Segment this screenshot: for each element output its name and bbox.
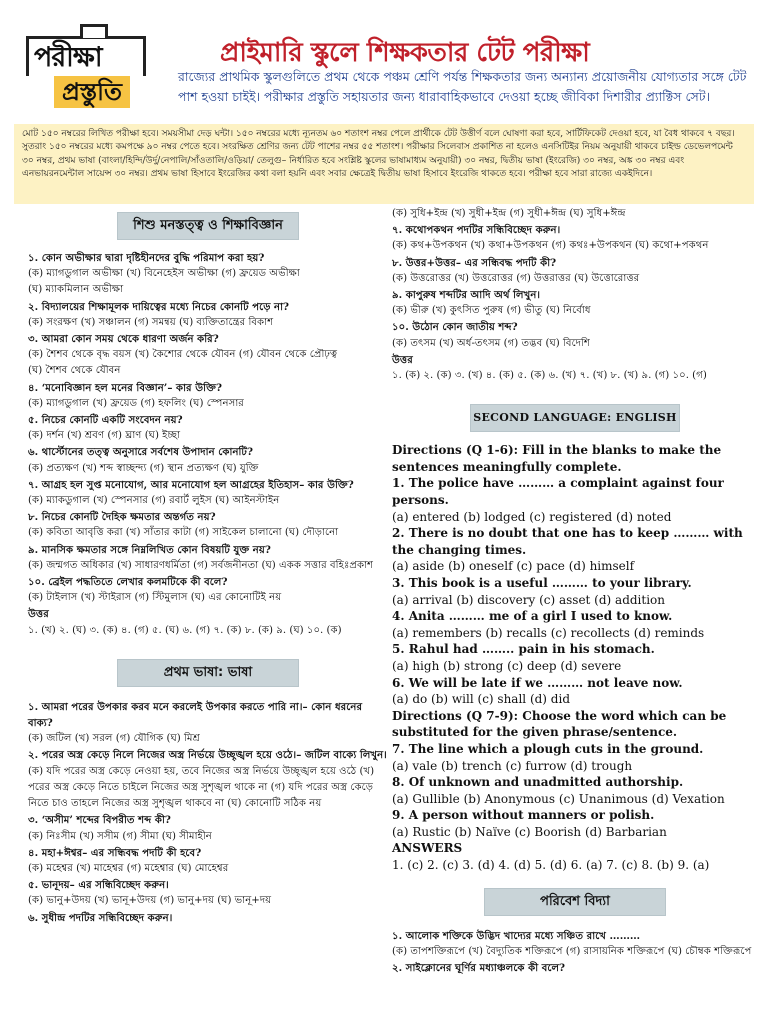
option-text: (a) arrival (b) discovery (c) asset (d) addition (392, 592, 666, 607)
question-text: 7. The line which a plough cuts in the ground. (392, 741, 704, 756)
question-text: 1. The police have ……… a complaint against four persons. (392, 476, 724, 508)
question-text: ৩. ‘অসীম’ শব্দের বিপরীত শব্দ কী? (28, 814, 171, 827)
environment-questions (392, 928, 758, 977)
question-text: ৩. আমরা কোন সময় থেকে ধারণা অর্জন করি? (28, 333, 219, 346)
option-text: (ঘ) ম্যাকমিলান অভীক্ষা (28, 284, 124, 296)
option-text: (ক) শৈশব থেকে বৃদ্ধ বয়স (খ) কৈশোর থেকে যৌবন (গ) যৌবন থেকে প্রৌঢ়ত্ব (28, 349, 338, 361)
first-language-questions (28, 699, 388, 926)
question-text: 6. We will be late if we ……… not leave now. (392, 675, 683, 690)
option-text: (ক) মহেশ্বর (খ) মাহেশ্বর (গ) মহেশ্বার (ঘ) মোহেশ্বর (28, 862, 229, 874)
directions-text: Directions (Q 1-6): Fill in the blanks to make the sentences meaningfully complete. (392, 443, 722, 474)
option-text: (ক) দর্শন (খ) শ্রবণ (গ) ঘ্রাণ (ঘ) ইচ্ছা (28, 430, 181, 442)
question-text: ৭. আগ্রহ হল সুপ্ত মনোযোগ, আর মনোযোগ হল আগ্রহের ইতিহাস– কার উক্তি? (28, 478, 354, 491)
pariksha-prastuti-logo (26, 36, 146, 114)
question-text: ৫. ভানূদয়– এর সন্ধিবিচ্ছেদ করুন। (28, 879, 169, 892)
section-heading-english: SECOND LANGUAGE: ENGLISH (470, 404, 680, 432)
left-column (28, 208, 388, 926)
option-text: (a) Gullible (b) Anonymous (c) Unanimous (d) Vexation (392, 791, 725, 806)
option-text: (ক) উত্তরোত্তর (খ) উত্তরোত্তর (গ) উত্তরাত্তর (ঘ) উত্তোরোত্তর (392, 272, 640, 284)
option-text: (ক) কবিতা আবৃত্তি করা (খ) সাঁতার কাটা (গ) সাইকেল চালানো (ঘ) দৌড়ানো (28, 527, 339, 539)
question-text: ৬. সুধীন্দ্র পদটির সন্ধিবিচ্ছেদ করুন। (28, 911, 173, 924)
question-text: ১. আলোক শক্তিকে উদ্ভিদ খাদ্যের মধ্যে সঞ্চিত রাখে ……… (392, 929, 641, 942)
right-column (392, 206, 758, 976)
option-text: (ক) প্রত্যক্ষণ (খ) শব্দ স্বাচ্ছন্দ্য (গ) স্থান প্রত্যক্ষণ (ঘ) যুক্তি (28, 462, 259, 474)
option-text: (ক) জন্মগত অধিকার (খ) সাধারণধর্মিতা (গ) সর্বজনীনতা (ঘ) একক সত্তার বহিঃপ্রকাশ (28, 559, 374, 571)
question-text: ৮. উত্তর+উত্তর– এর সন্ধিবদ্ধ পদটি কী? (392, 256, 557, 269)
option-text: (ক) টাইলাস (খ) স্টাইরাস (গ) স্টিমুলাস (ঘ) এর কোনোটিই নয় (28, 592, 282, 604)
question-text: ২. পরের অস্ত্র কেড়ে নিলে নিজের অস্ত্র নির্ভয়ে উচ্ছৃঙ্খল হয়ে ওঠে।– জটিল বাক্যে লিখুন। (28, 749, 387, 762)
option-text: (ক) সংরক্ষণ (খ) সঞ্চালন (গ) সমন্বয় (ঘ) ব্যক্তিতান্ত্রের বিকাশ (28, 316, 274, 328)
logo-text-bottom: প্রস্তুতি (54, 76, 130, 108)
question-text: 4. Anita ……… me of a girl I used to know. (392, 609, 673, 624)
first-language-questions-continued (392, 206, 758, 384)
question-text: ৫. নিচের কোনটি একটি সংবেদন নয়? (28, 414, 183, 427)
question-text: ৯. কাপুরুষ শব্দটির আদি অর্থ লিখুন। (392, 289, 541, 302)
answers-heading: উত্তর (28, 608, 49, 621)
option-text: (a) vale (b) trench (c) furrow (d) trough (392, 758, 633, 773)
question-text: ২. সাইক্লোনের ঘূর্ণির মধ্যাঞ্চলকে কী বলে? (392, 962, 566, 975)
option-text: (ক) ম্যাকডুগাল (খ) স্পেনসার (গ) রবার্ট লুইস (ঘ) আইনস্টাইন (28, 495, 280, 507)
question-text: ১০. ব্রেইল পদ্ধতিতে লেখার কলমটিকে কী বলে? (28, 576, 228, 589)
child-psychology-questions (28, 250, 388, 639)
option-text: (ক) ম্যাগডুগাল (খ) ফ্রয়েড (গ) হফলিং (ঘ) স্পেনসার (28, 397, 244, 409)
option-text: ১. (ক) ২. (ক) ৩. (খ) ৪. (ক) ৫. (ক) ৬. (খ) ৭. (খ) ৮. (খ) ৯. (গ) ১০. (গ) (392, 370, 707, 382)
logo-roof (80, 24, 108, 38)
exam-info-box: মোট ১৫০ নম্বরের লিখিত পরীক্ষা হবে। সময়সীমা দেড় ঘন্টা। ১৫০ নম্বরের মধ্যে ন্যূনতম ৬০ শতাংশ নম্বর পেলে প্রার্থীকে টেট উত্তীর্ণ বলে ঘোষণা করা হবে, সার্টিফিকেট দেওয়া হবে, যা বৈধ থাকবে ৭ বছর। সুতরাং ১৫০ নম্বরের মধ্যে কমপক্ষে ৯০ নম্বর পেতে হবে। সংরক্ষিত শ্রেণির জন্য টেট পাশের নম্বর ৫৫ শতাংশ। পরীক্ষার সিলেবাস প্রকাশিত না হলেও এনসিটিইর নিয়ম অনুযায়ী থাকবে চাইল্ড ডেভেলপমেন্ট ৩০ নম্বর, প্রথম ভাষা (বাংলা/হিন্দি/উর্দু/নেপালি/সাঁওতালি/ওড়িয়া/ তেলুগু– নির্ধারিত হবে সংশ্লিষ্ট স্কুলের ভাষামাধ্যম অনুযায়ী) ৩০ নম্বর, দ্বিতীয় ভাষা (ইংরেজি) ৩০ নম্বর, অঙ্ক ৩০ নম্বর এবং এনভায়রনমেন্টাল সায়েন্স ৩০ নম্বর। প্রথম ভাষা হিসাবে ইংরেজির কথা বলা হয়নি এবং সবার ক্ষেত্রেই দ্বিতীয় ভাষা হিসাবে ইংরেজি থাকতে হবে। পরীক্ষা হবে সারা রাজ্যে একইদিনে। (14, 124, 754, 204)
logo-text-top: পরীক্ষা (34, 42, 102, 73)
option-text: (ক) তাপশক্তিরূপে (খ) বৈদ্যুতিক শক্তিরূপে (গ) রাসায়নিক শক্তিরূপে (ঘ) চৌম্বক শক্তিরূপে (392, 945, 752, 957)
question-text: ৯. মানসিক ক্ষমতার সঙ্গে নিম্নলিখিত কোন বিষয়টি যুক্ত নয়? (28, 543, 271, 556)
section-heading-first-language: প্রথম ভাষা: ভাষা (117, 659, 299, 687)
option-text: (a) remembers (b) recalls (c) recollects (d) reminds (392, 625, 705, 640)
english-questions (392, 442, 758, 873)
question-text: 8. Of unknown and unadmitted authorship. (392, 775, 684, 790)
question-text: ২. বিদ্যালয়ের শিক্ষামূলক দায়িত্বের মধ্যে নিচের কোনটি পড়ে না? (28, 300, 290, 313)
option-text: (ক) যদি পরের অস্ত্র কেড়ে নেওয়া হয়, তবে নিজের অস্ত্র নির্ভয়ে উচ্ছৃঙ্খল হয়ে ওঠে (খ) পরের অস্ত্র কেড়ে নিতে চাইলে নিজের অস্ত্র সুশৃঙ্খল থাকে না (গ) যদি পরের অস্ত্র কেড়ে নিতে চাও তাহলে নিজের অস্ত্র সুশৃঙ্খল থাকবে না (ঘ) কোনোটি সঠিক নয় (28, 765, 375, 810)
answers-heading: উত্তর (392, 353, 413, 366)
question-text: ৮. নিচের কোনটি দৈহিক ক্ষমতার অন্তর্গত নয়? (28, 511, 216, 524)
option-text: (ক) ভানু+উদয় (খ) ভানূ+উদয় (গ) ভানু+দয় (ঘ) ভানূ+দয় (28, 895, 272, 907)
question-text: ৭. কথোপকথন পদটির সন্ধিবিচ্ছেদ করুন। (392, 224, 561, 237)
question-text: 2. There is no doubt that one has to keep ……… with the changing times. (392, 526, 743, 557)
option-text: ১. (খ) ২. (ঘ) ৩. (ক) ৪. (গ) ৫. (ঘ) ৬. (গ) ৭. (ক) ৮. (ক) ৯. (ঘ) ১০. (ক) (28, 624, 342, 636)
page-title: প্রাইমারি স্কুলে শিক্ষকতার টেট পরীক্ষা (220, 38, 590, 68)
option-text: (a) high (b) strong (c) deep (d) severe (392, 658, 622, 673)
option-text: (a) do (b) will (c) shall (d) did (392, 692, 571, 707)
section-heading-environment: পরিবেশ বিদ্যা (484, 888, 666, 916)
option-text: (ক) ম্যাগডুগাল অভীক্ষা (খ) বিনেহেইস অভীক্ষা (গ) ফ্রয়েড অভীক্ষা (28, 268, 300, 280)
option-text: (ক) তৎসম (খ) অর্ধ-তৎসম (গ) তদ্ভব (ঘ) বিদেশি (392, 337, 590, 349)
page-header (0, 0, 768, 112)
option-text: (ঘ) শৈশব থেকে যৌবন (28, 365, 121, 377)
option-text: (a) entered (b) lodged (c) registered (d) noted (392, 509, 672, 524)
question-text: ১০. উঠোন কোন জাতীয় শব্দ? (392, 321, 518, 334)
question-text: 9. A person without manners or polish. (392, 808, 655, 823)
question-text: ১. কোন অভীক্ষার দ্বারা দৃষ্টিহীনদের বুদ্ধি পরিমাপ করা হয়? (28, 252, 265, 264)
question-text: ৪. ‘মনোবিজ্ঞান হল মনের বিজ্ঞান’– কার উক্তি? (28, 381, 222, 394)
option-text: (a) aside (b) oneself (c) pace (d) himself (392, 559, 635, 574)
answers-heading: ANSWERS (392, 841, 463, 856)
question-text: ৪. মহা+ঈশ্বর– এর সন্ধিবদ্ধ পদটি কী হবে? (28, 846, 202, 859)
question-text: ১. আমরা পরের উপকার করব মনে করলেই উপকার করতে পারি না।– কোন ধরনের বাক্য? (28, 700, 363, 730)
directions-text: Directions (Q 7-9): Choose the word which can be substituted for the given phrase/sentence. (392, 708, 727, 740)
option-text: (a) Rustic (b) Naïve (c) Boorish (d) Barbarian (392, 824, 667, 839)
section-heading-child-psychology: শিশু মনস্তত্ত্ব ও শিক্ষাবিজ্ঞান (117, 212, 299, 240)
question-text: 3. This book is a useful ……… to your library. (392, 575, 692, 590)
option-text: (ক) ভীরু (খ) কুৎসিত পুরুষ (গ) ভীতু (ঘ) নির্বোধ (392, 305, 591, 317)
page-subtitle: রাজ্যের প্রাথমিক স্কুলগুলিতে প্রথম থেকে পঞ্চম শ্রেণি পর্যন্ত শিক্ষকতার জন্য অন্যান্য প্রয়োজনীয় যোগ্যতার সঙ্গে টেট পাশ হওয়া চাইই। পরীক্ষার প্রস্তুতি সহায়তার জন্য ধারাবাহিকভাবে দেওয়া হচ্ছে জীবিকা দিশারীর প্র্যাক্টিস সেট। (178, 69, 747, 104)
option-text: (ক) নিঃসীম (খ) সসীম (গ) সীমা (ঘ) সীমাহীন (28, 830, 212, 842)
question-text: 5. Rahul had …….. pain in his stomach. (392, 642, 655, 657)
option-text: (ক) কথ+উপকথন (খ) কথা+উপকথন (গ) কথঃ+উপকথন (ঘ) কথো+পকথন (392, 240, 709, 252)
option-text: (ক) সুধি+ইন্দ্র (খ) সুধী+ইন্দ্র (গ) সুধী+ঈন্দ্র (ঘ) সুধি+ঈন্দ্র (392, 208, 626, 219)
question-text: ৬. থার্স্টোনের তত্ত্ব অনুসারে সর্বশেষ উপাদান কোনটি? (28, 446, 253, 459)
option-text: 1. (c) 2. (c) 3. (d) 4. (d) 5. (d) 6. (a) 7. (c) 8. (b) 9. (a) (392, 858, 710, 873)
option-text: (ক) জটিল (খ) সরল (গ) যৌগিক (ঘ) মিশ্র (28, 733, 200, 745)
